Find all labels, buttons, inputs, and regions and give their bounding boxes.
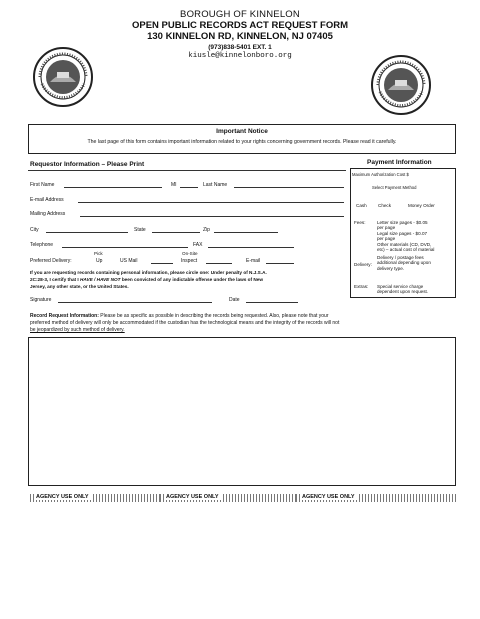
pick-label: Pick xyxy=(94,251,103,256)
check-option[interactable]: Check xyxy=(378,203,392,208)
extras-label: Extras: xyxy=(354,284,369,289)
email-label: E-mail Address xyxy=(30,197,64,203)
form-title: OPEN PUBLIC RECORDS ACT REQUEST FORM xyxy=(131,20,349,31)
city-field[interactable] xyxy=(46,232,128,233)
state-label: State xyxy=(134,227,146,233)
record-request-line-1 xyxy=(30,313,329,319)
borough-name: BOROUGH OF KINNELON xyxy=(180,9,300,20)
record-request-line-2: preferred method of delivery will only be accommodated if the custodian has the technological means and the integrity of the records will not xyxy=(30,320,340,326)
agency-use-label: AGENCY USE ONLY xyxy=(166,494,219,500)
certification-line-2c: been convicted of any indictable offense under the laws of New xyxy=(121,277,263,282)
email-contact: kiusle@kinnelonboro.org xyxy=(188,52,292,60)
agency-use-label: AGENCY USE ONLY xyxy=(36,494,89,500)
agency-use-label: AGENCY USE ONLY xyxy=(302,494,355,500)
zip-field[interactable] xyxy=(214,232,278,233)
fee-line: Legal size pages - $0.07 xyxy=(377,230,428,236)
borough-seal-right xyxy=(370,54,432,116)
agency-use-strip-2 xyxy=(160,494,298,502)
certification-line-2 xyxy=(30,277,263,282)
notice-body: The last page of this form contains important information related to your rights concerning government records. Please read it carefully. xyxy=(87,139,397,145)
borough-seal-left xyxy=(32,46,94,108)
record-request-line-3: be jeopardized by such method of delivery. xyxy=(30,327,125,333)
city-label: City xyxy=(30,227,39,233)
delivery-fee-line: additional depending upon xyxy=(377,260,431,266)
select-payment-label: Select Payment Method xyxy=(372,185,417,190)
pickup-option[interactable]: Up xyxy=(96,258,103,264)
delivery-fee-line: delivery type. xyxy=(377,265,405,271)
record-request-textarea[interactable] xyxy=(28,337,456,486)
fees-label: Fees: xyxy=(354,220,366,225)
email-option-field[interactable] xyxy=(266,263,294,264)
last-name-label: Last Name xyxy=(203,182,228,188)
date-label: Date xyxy=(229,297,240,303)
fee-line: etc) – actual cost of material xyxy=(377,247,435,253)
telephone-label: Telephone xyxy=(30,242,54,248)
first-name-field[interactable] xyxy=(64,187,162,188)
important-notice-box xyxy=(28,124,456,154)
fax-field[interactable] xyxy=(208,247,294,248)
state-field[interactable] xyxy=(152,232,200,233)
email-field[interactable] xyxy=(78,202,344,203)
onsite-label: On-Site xyxy=(182,251,198,256)
delivery-fee-label: Delivery: xyxy=(354,262,372,267)
email-option[interactable]: E-mail xyxy=(246,258,261,264)
certification-line-2a: 2C:28-3, I certify that I xyxy=(30,277,79,282)
preferred-delivery-label: Preferred Delivery: xyxy=(30,258,72,264)
fees-detail xyxy=(377,220,434,252)
zip-label: Zip xyxy=(203,227,210,233)
fee-line: per page xyxy=(377,236,396,242)
have-have-not-choice[interactable]: HAVE / HAVE NOT xyxy=(80,277,121,282)
fax-label: FAX xyxy=(193,242,203,248)
phone: (973)838-5401 EXT. 1 xyxy=(208,44,272,51)
inspect-field[interactable] xyxy=(206,263,232,264)
extras-line: dependent upon request. xyxy=(377,289,429,295)
certification-line-1: If you are requesting records containing personal information, please circle one: Under penalty of N.J.S.A. xyxy=(30,270,267,275)
signature-field[interactable] xyxy=(58,302,212,303)
mailing-address-label: Mailing Address xyxy=(30,211,66,217)
extras-line: Special service charge xyxy=(377,284,424,289)
mi-field[interactable] xyxy=(180,187,198,188)
address: 130 KINNELON RD, KINNELON, NJ 07405 xyxy=(147,31,333,42)
mi-label: MI xyxy=(171,182,177,188)
last-name-field[interactable] xyxy=(234,187,344,188)
agency-use-strip-3 xyxy=(296,494,458,502)
notice-heading: Important Notice xyxy=(216,128,268,135)
delivery-fee-detail xyxy=(377,255,431,271)
requestor-title: Requestor Information – Please Print xyxy=(30,161,145,168)
fee-line: per page xyxy=(377,225,396,231)
us-mail-field[interactable] xyxy=(151,263,173,264)
delivery-fee-line: Delivery / postage fees xyxy=(377,255,424,260)
extras-detail xyxy=(377,284,428,295)
certification-line-3: Jersey, any other state, or the United States. xyxy=(30,284,129,289)
money-order-option[interactable]: Money Order xyxy=(408,203,435,208)
fee-line: Letter size pages - $0.05 xyxy=(377,220,428,225)
record-request-title: Record Request Information: xyxy=(30,313,99,319)
mailing-address-field[interactable] xyxy=(80,216,344,217)
max-authorization-label: Maximum Authorization Cost $ xyxy=(352,172,409,177)
us-mail-option[interactable]: US Mail xyxy=(120,258,138,264)
record-request-instructions: Please be as specific as possible in describing the records being requested. Also, please note that your xyxy=(100,313,329,319)
telephone-field[interactable] xyxy=(62,247,188,248)
fee-line: Other materials (CD, DVD, xyxy=(377,241,432,247)
date-field[interactable] xyxy=(246,302,298,303)
requestor-title-rule xyxy=(28,170,346,171)
first-name-label: First Name xyxy=(30,182,55,188)
payment-title: Payment Information xyxy=(367,159,432,166)
cash-option[interactable]: Cash xyxy=(356,203,367,208)
agency-use-strip-1 xyxy=(30,494,164,502)
inspect-option[interactable]: Inspect xyxy=(181,258,198,264)
signature-label: Signature xyxy=(30,297,52,303)
